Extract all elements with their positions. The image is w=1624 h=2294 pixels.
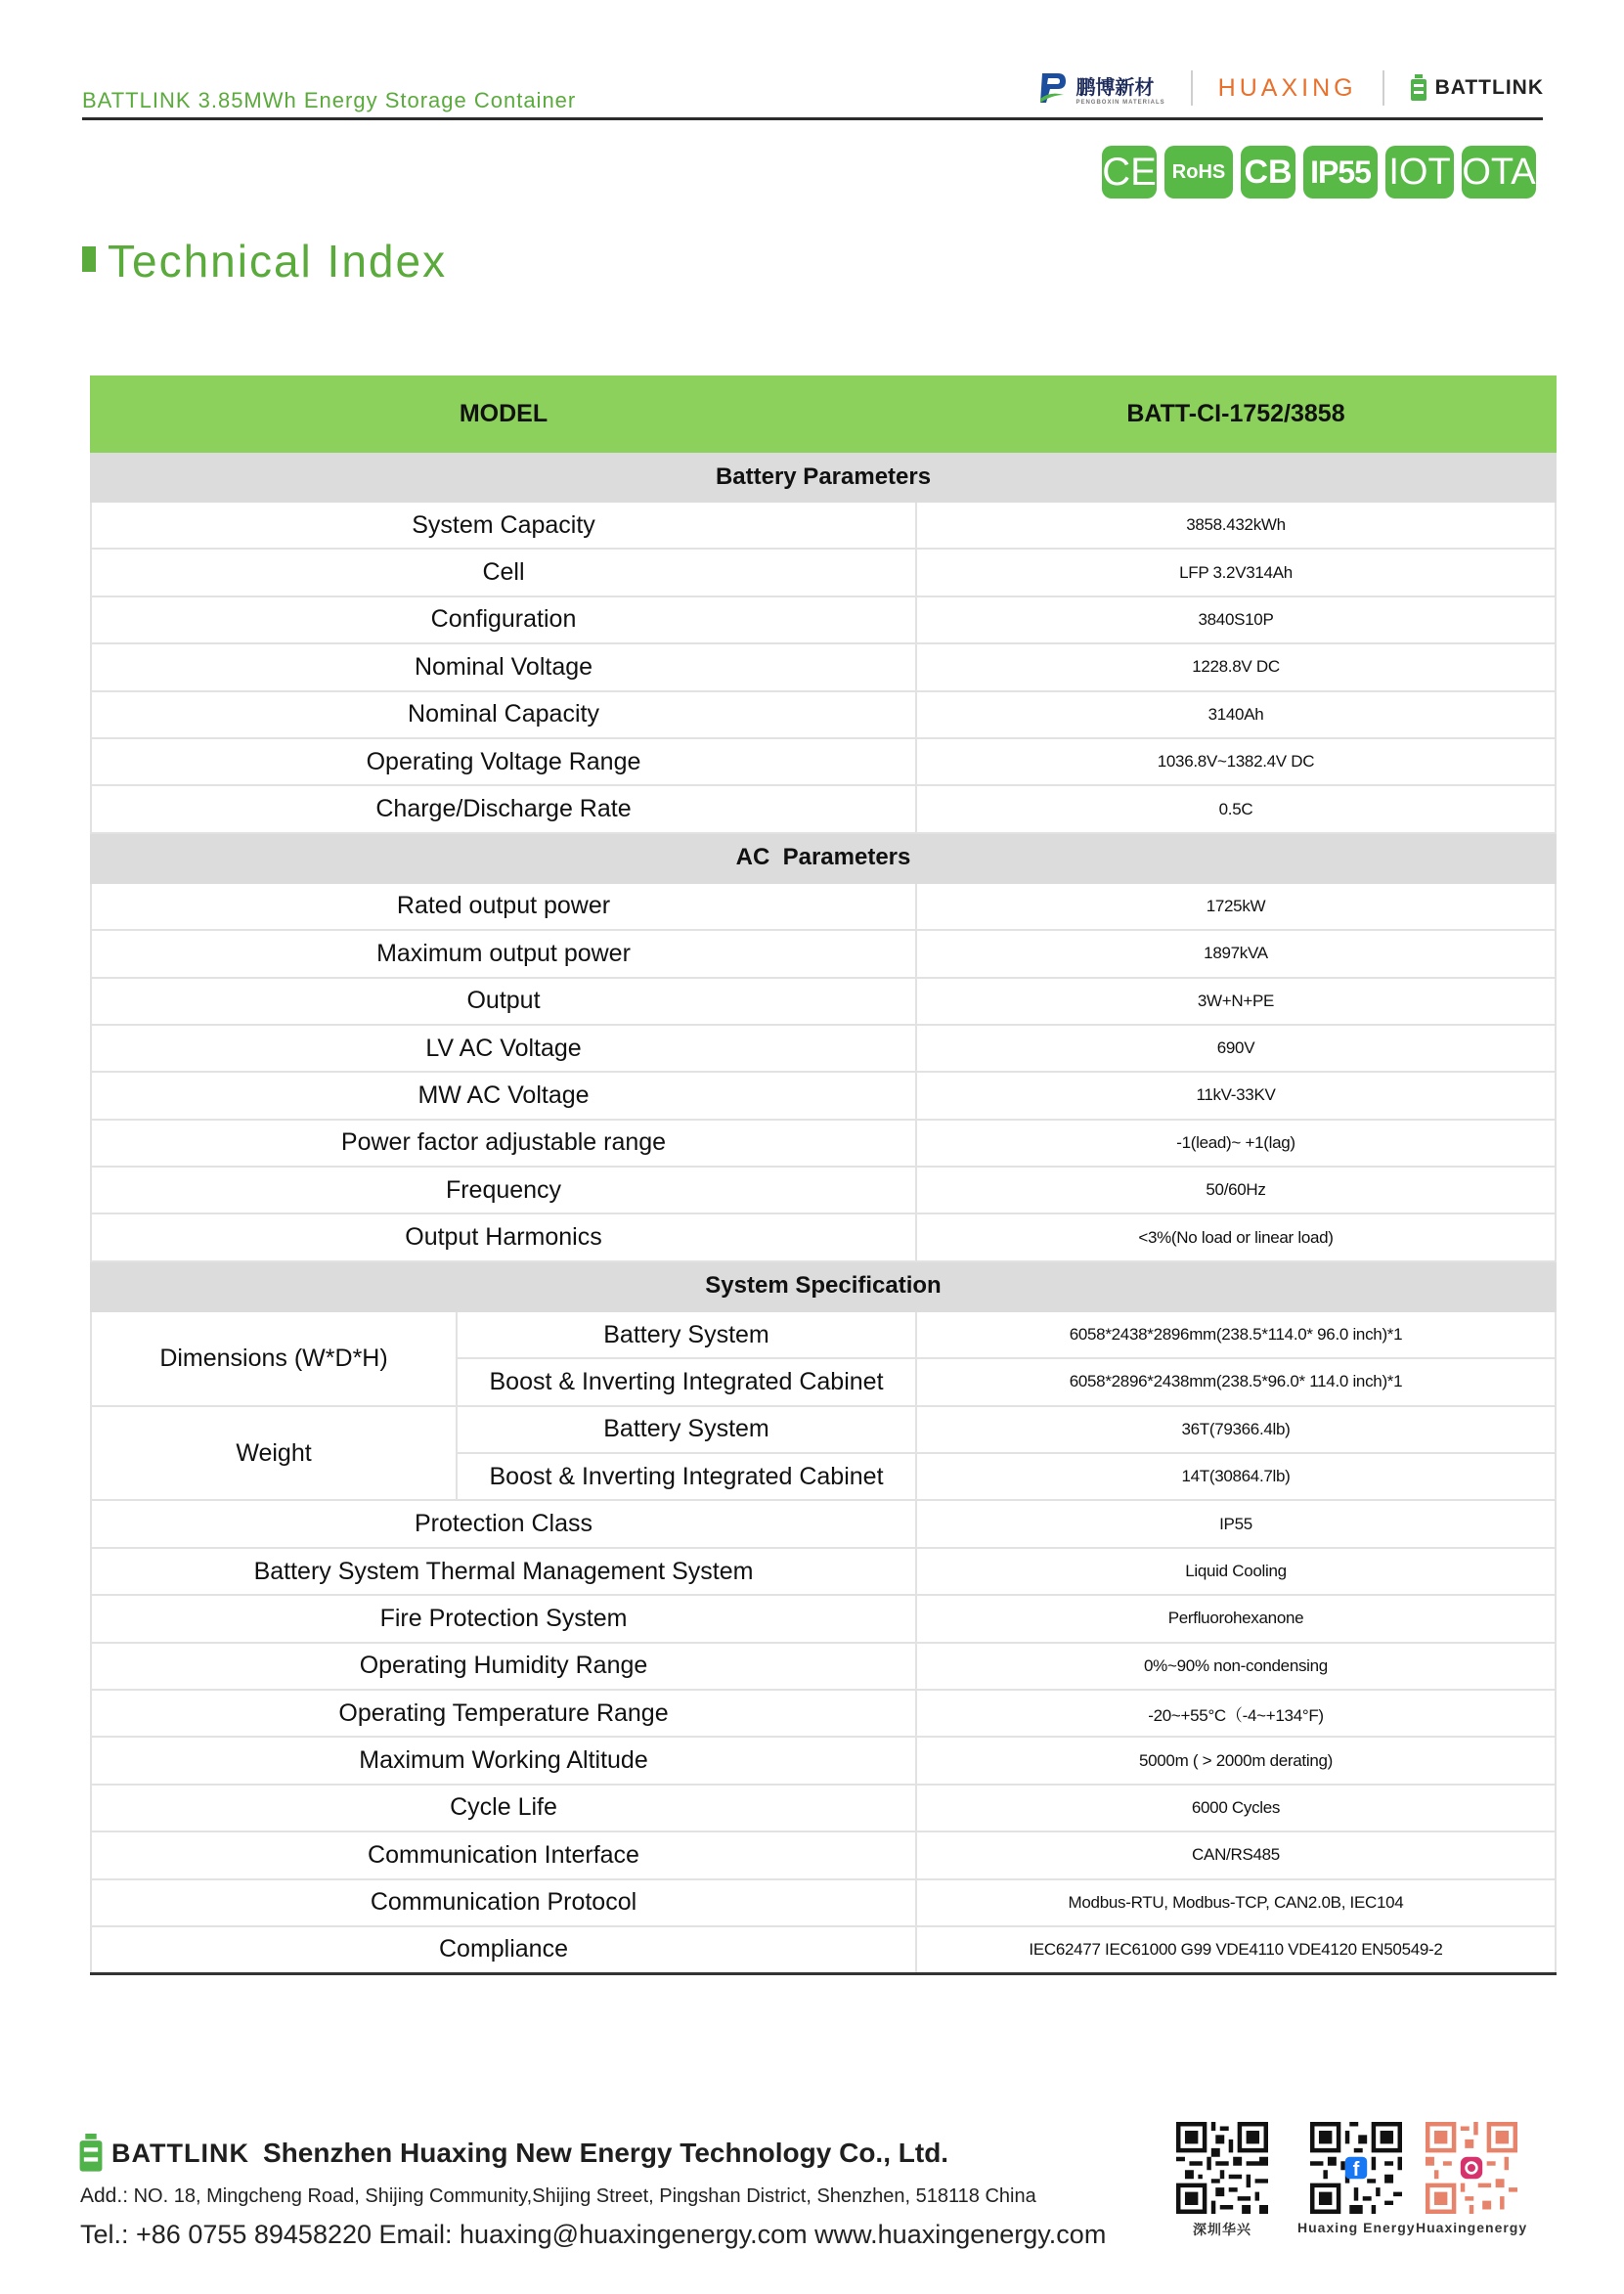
table-row [91,1785,1556,1831]
spec-label: Power factor adjustable range [91,1120,916,1167]
spec-label: Charge/Discharge Rate [91,785,916,832]
spec-label: System Capacity [91,502,916,549]
spec-value: 1228.8V DC [916,643,1556,690]
spec-label: Cycle Life [91,1785,916,1831]
spec-value: 3140Ah [916,691,1556,738]
qr-code-wechat [1176,2122,1268,2239]
rohs-badge: RoHS [1164,146,1233,199]
spec-value: Modbus-RTU, Modbus-TCP, CAN2.0B, IEC104 [916,1879,1556,1926]
table-row [91,643,1556,690]
footer-address [80,2184,1036,2208]
qr-code-instagram [1416,2122,1527,2235]
svg-text:f: f [1352,2159,1360,2182]
spec-value: -1(lead)~ +1(lag) [916,1120,1556,1167]
cb-badge: CB [1241,146,1295,199]
spec-value: <3%(No load or linear load) [916,1213,1556,1260]
document-title: BATTLINK 3.85MWh Energy Storage Container [82,88,577,112]
spec-label: MW AC Voltage [91,1072,916,1119]
address-label: Add.: [80,2184,129,2207]
weight-label: Weight [91,1406,457,1501]
table-row [91,1025,1556,1072]
spec-value: 3W+N+PE [916,978,1556,1025]
qr-code-facebook [1297,2122,1416,2235]
spec-label: Maximum output power [91,930,916,977]
battery-parameters-header: Battery Parameters [91,452,1556,502]
spec-value: 5000m ( > 2000m derating) [916,1737,1556,1784]
ip55-badge: IP55 [1303,146,1378,199]
spec-value: 6000 Cycles [916,1785,1556,1831]
spec-value: 3840S10P [916,596,1556,643]
qr-code-icon [1176,2122,1268,2214]
spec-value: 1036.8V~1382.4V DC [916,738,1556,785]
table-row [91,1311,1556,1358]
table-row [91,1213,1556,1260]
qr-caption: Huaxingenergy [1416,2220,1528,2235]
ota-badge: OTA [1462,146,1536,199]
table-row [91,1548,1556,1595]
model-value: BATT-CI-1752/3858 [916,376,1556,452]
spec-label: Operating Voltage Range [91,738,916,785]
spec-label: Protection Class [91,1500,916,1547]
spec-value: 0%~90% non-condensing [916,1643,1556,1690]
qr-caption: 深圳华兴 [1193,2222,1251,2237]
table-row [91,1167,1556,1213]
pengbo-logo-text: 鹏博新材 [1075,76,1155,99]
spec-value: IP55 [916,1500,1556,1547]
table-row [91,1831,1556,1878]
spec-label: Rated output power [91,883,916,930]
table-row [91,1926,1556,1973]
qr-caption: Huaxing Energy [1297,2220,1416,2235]
spec-value: IEC62477 IEC61000 G99 VDE4110 VDE4120 EN50549-2 [916,1926,1556,1973]
table-row [91,978,1556,1025]
spec-label: Communication Interface [91,1831,916,1878]
ac-parameters-header: AC Parameters [91,833,1556,883]
battlink-mark-icon [78,2134,104,2173]
spec-sublabel: Boost & Inverting Integrated Cabinet [457,1453,916,1500]
table-row [91,1120,1556,1167]
footer-contact: Tel.: +86 0755 89458220 Email: huaxing@huaxingenergy.com www.huaxingenergy.com [80,2220,1107,2249]
partner-logos [1038,66,1544,110]
qr-code-icon [1310,2122,1402,2214]
spec-value: 14T(30864.7lb) [916,1453,1556,1500]
section-heading-marker [82,246,96,272]
group-header-row [91,1261,1556,1311]
logo-separator [1191,70,1193,106]
iot-badge: IOT [1385,146,1454,199]
footer-company-name: Shenzhen Huaxing New Energy Technology Co., Ltd. [262,2138,949,2168]
spec-value: 1725kW [916,883,1556,930]
pengbo-logo [1038,71,1164,106]
spec-value: 690V [916,1025,1556,1072]
qr-code-icon [1426,2122,1517,2214]
spec-label: Fire Protection System [91,1595,916,1642]
battlink-mark-icon [1410,74,1427,102]
logo-separator [1383,70,1384,106]
table-row [91,1500,1556,1547]
table-row [91,1595,1556,1642]
spec-label: Communication Protocol [91,1879,916,1926]
spec-value: -20~+55°C（-4~+134°F) [916,1690,1556,1737]
table-row [91,1879,1556,1926]
spec-value: Liquid Cooling [916,1548,1556,1595]
battlink-logo-text: BATTLINK [1434,76,1544,99]
ce-badge: CE [1102,146,1157,199]
section-heading-text: Technical Index [108,236,448,287]
spec-value: 6058*2896*2438mm(238.5*96.0* 114.0 inch)*1 [916,1358,1556,1405]
spec-value: CAN/RS485 [916,1831,1556,1878]
spec-value: 3858.432kWh [916,502,1556,549]
certification-badges [1102,146,1536,199]
table-row [91,785,1556,832]
table-row [91,1406,1556,1453]
spec-sublabel: Battery System [457,1406,916,1453]
table-row [91,930,1556,977]
pengbo-logo-subtext: PENGBOXIN MATERIALS [1075,99,1165,106]
section-heading [82,235,447,287]
spec-sublabel: Boost & Inverting Integrated Cabinet [457,1358,916,1405]
spec-label: Output Harmonics [91,1213,916,1260]
spec-label: Compliance [91,1926,916,1973]
spec-label: Frequency [91,1167,916,1213]
table-row [91,883,1556,930]
spec-value: 0.5C [916,785,1556,832]
spec-label: Nominal Capacity [91,691,916,738]
spec-sublabel: Battery System [457,1311,916,1358]
spec-value: LFP 3.2V314Ah [916,549,1556,596]
table-row [91,1072,1556,1119]
huaxing-logo: HUAXING [1217,73,1357,102]
group-header-row [91,833,1556,883]
model-label: MODEL [91,376,916,452]
table-row [91,1737,1556,1784]
spec-value: 36T(79366.4lb) [916,1406,1556,1453]
spec-label: Cell [91,549,916,596]
header-divider [82,117,1543,120]
table-row [91,1690,1556,1737]
system-specification-header: System Specification [91,1261,1556,1311]
address-text: NO. 18, Mingcheng Road, Shijing Community,Shijing Street, Pingshan District, Shenzhen, 518118 China [128,2185,1036,2207]
spec-value: 6058*2438*2896mm(238.5*114.0* 96.0 inch)*1 [916,1311,1556,1358]
spec-value: 50/60Hz [916,1167,1556,1213]
spec-label: Operating Temperature Range [91,1690,916,1737]
table-row [91,549,1556,596]
spec-value: 11kV-33KV [916,1072,1556,1119]
table-row [91,502,1556,549]
pengbo-mark-icon [1038,71,1068,105]
spec-label: Nominal Voltage [91,643,916,690]
spec-label: Battery System Thermal Management System [91,1548,916,1595]
spec-label: Operating Humidity Range [91,1643,916,1690]
spec-value: Perfluorohexanone [916,1595,1556,1642]
battlink-logo [1410,74,1544,102]
spec-label: LV AC Voltage [91,1025,916,1072]
footer-brand: BATTLINK [111,2138,249,2168]
table-row [91,1643,1556,1690]
table-row [91,738,1556,785]
spec-label: Output [91,978,916,1025]
footer-company-line [78,2134,948,2173]
technical-index-table [90,375,1557,1975]
spec-label: Configuration [91,596,916,643]
model-row [91,376,1556,452]
table-row [91,596,1556,643]
table-row [91,691,1556,738]
spec-value: 1897kVA [916,930,1556,977]
group-header-row [91,452,1556,502]
dimensions-label: Dimensions (W*D*H) [91,1311,457,1406]
spec-label: Maximum Working Altitude [91,1737,916,1784]
